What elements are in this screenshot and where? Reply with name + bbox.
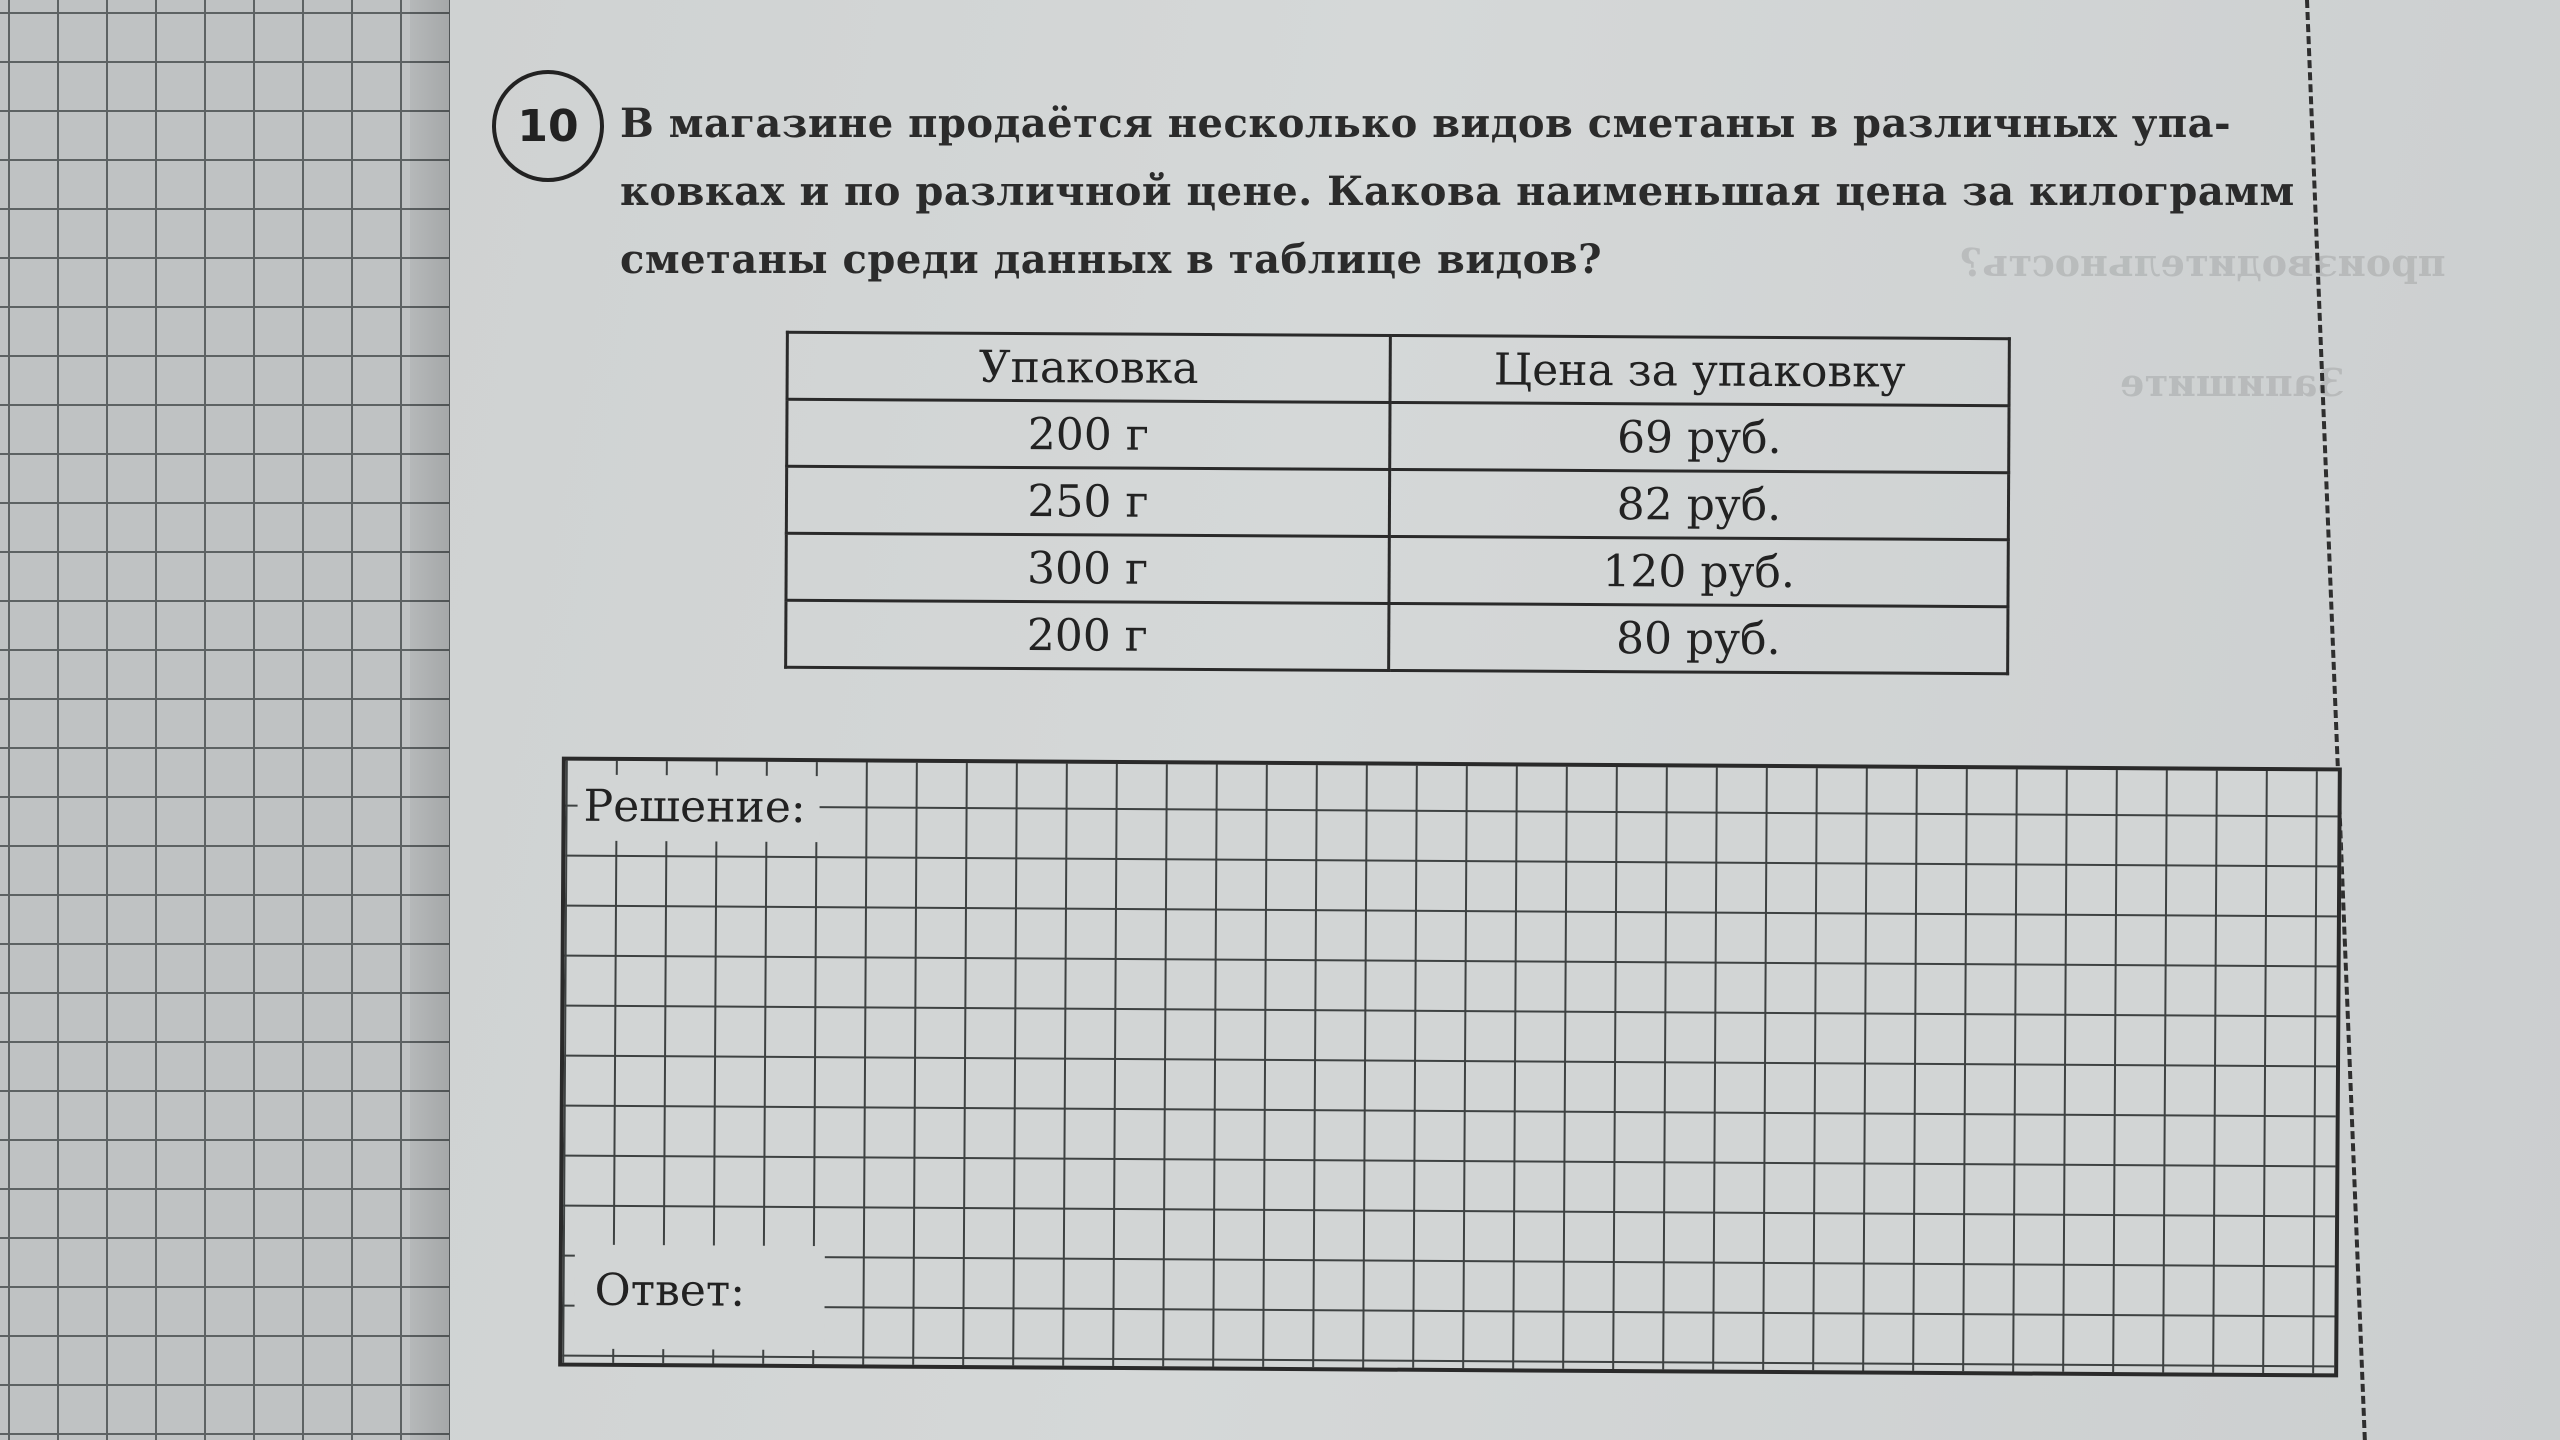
table-row <box>786 533 2008 606</box>
table-row <box>786 600 2008 673</box>
show-through-text: Запишите <box>2120 360 2345 405</box>
package-cell: 200 г <box>786 600 1389 670</box>
header-price: Цена за упаковку <box>1390 335 2009 405</box>
notebook-grid-page <box>0 0 450 1440</box>
question-line: сметаны среди данных в таблице видов? <box>620 236 1603 283</box>
package-cell: 200 г <box>787 399 1390 469</box>
header-package: Упаковка <box>787 332 1390 402</box>
price-cell: 80 руб. <box>1389 603 2008 673</box>
show-through-text: производительность? <box>1960 240 2446 285</box>
price-cell: 82 руб. <box>1389 469 2008 539</box>
price-cell: 69 руб. <box>1390 402 2009 472</box>
price-table <box>784 331 2011 675</box>
answer-label: Ответ: <box>574 1245 825 1351</box>
question-line: В магазине продаётся несколько видов сметаны в различных упа- <box>620 100 2232 147</box>
question-text <box>620 90 2315 294</box>
solution-grid-box[interactable] <box>558 757 2342 1378</box>
package-cell: 250 г <box>786 466 1389 536</box>
question-number: 10 <box>492 70 604 182</box>
solution-label: Решение: <box>577 775 820 842</box>
package-cell: 300 г <box>786 533 1389 603</box>
question-line: ковках и по различной цене. Какова наименьшая цена за килограмм <box>620 168 2295 215</box>
table-row <box>787 399 2009 472</box>
table-row <box>786 466 2008 539</box>
price-cell: 120 руб. <box>1389 536 2008 606</box>
table-header-row <box>787 332 2009 405</box>
